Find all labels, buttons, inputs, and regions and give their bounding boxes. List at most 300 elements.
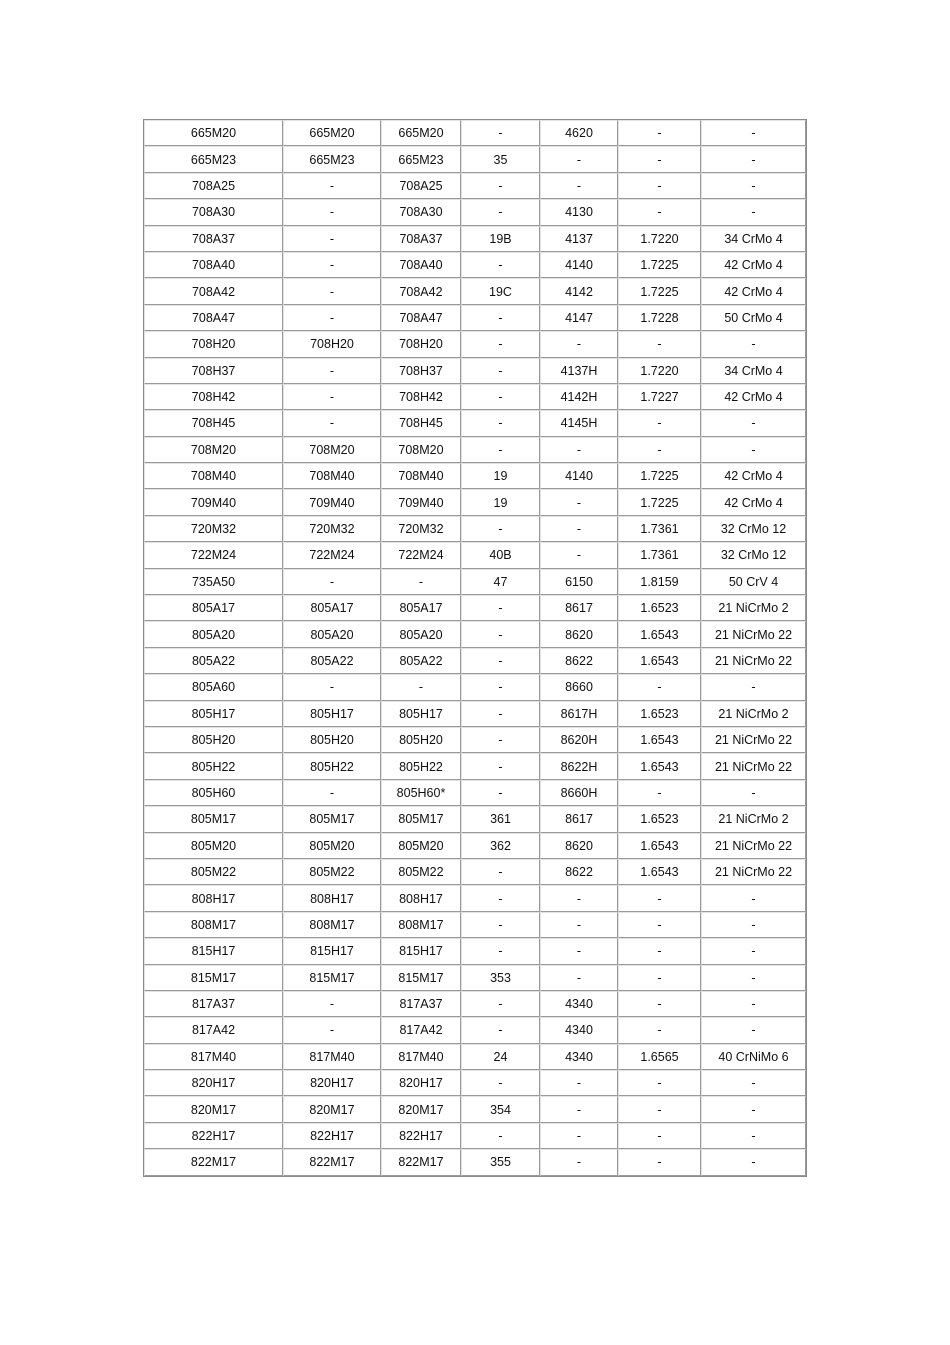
table-cell: 665M20 [381, 120, 461, 146]
table-cell: 35 [461, 146, 540, 172]
table-cell: - [540, 331, 618, 357]
table-cell: 805M17 [283, 806, 381, 832]
table-cell: 708H42 [381, 384, 461, 410]
table-cell: 805M17 [381, 806, 461, 832]
table-cell: 21 NiCrMo 2 [701, 595, 806, 621]
table-row [144, 489, 806, 515]
table-row [144, 674, 806, 700]
table-cell: 817A42 [144, 1017, 283, 1043]
table-cell: - [618, 1017, 701, 1043]
table-cell: 4142H [540, 384, 618, 410]
table-cell: 817M40 [381, 1044, 461, 1070]
table-cell: 708A37 [144, 226, 283, 252]
table-cell: - [381, 674, 461, 700]
table-cell: 42 CrMo 4 [701, 278, 806, 304]
table-cell: 4620 [540, 120, 618, 146]
table-cell: - [618, 780, 701, 806]
table-row [144, 569, 806, 595]
table-cell: 40 CrNiMo 6 [701, 1044, 806, 1070]
table-cell: - [461, 621, 540, 647]
table-row [144, 120, 806, 146]
table-cell: 4340 [540, 991, 618, 1017]
table-cell: 708M40 [283, 463, 381, 489]
table-cell: - [618, 991, 701, 1017]
table-cell: 708M20 [283, 437, 381, 463]
table-cell: - [618, 1096, 701, 1122]
table-cell: 1.7225 [618, 252, 701, 278]
table-cell: 822M17 [381, 1149, 461, 1175]
table-cell: 708H37 [144, 358, 283, 384]
table-cell: 708M40 [381, 463, 461, 489]
table-cell: - [283, 252, 381, 278]
table-cell: 21 NiCrMo 22 [701, 727, 806, 753]
table-cell: 1.7361 [618, 542, 701, 568]
table-cell: 805M22 [144, 859, 283, 885]
table-cell: - [618, 674, 701, 700]
table-cell: - [283, 305, 381, 331]
table-cell: - [461, 199, 540, 225]
table-cell: - [461, 252, 540, 278]
table-cell: - [701, 1070, 806, 1096]
table-cell: 4340 [540, 1044, 618, 1070]
table-cell: 1.6543 [618, 648, 701, 674]
table-cell: - [540, 1096, 618, 1122]
table-cell: 42 CrMo 4 [701, 252, 806, 278]
table-cell: - [283, 569, 381, 595]
table-cell: - [701, 331, 806, 357]
table-cell: - [618, 120, 701, 146]
table-row [144, 780, 806, 806]
table-row [144, 410, 806, 436]
table-cell: 665M23 [144, 146, 283, 172]
table-cell: 1.7361 [618, 516, 701, 542]
table-row [144, 384, 806, 410]
table-cell: 708A47 [381, 305, 461, 331]
table-cell: - [461, 674, 540, 700]
table-cell: 708M20 [144, 437, 283, 463]
table-cell: 822M17 [144, 1149, 283, 1175]
table-cell: 805H22 [381, 753, 461, 779]
table-cell: 805A20 [381, 621, 461, 647]
table-cell: 19 [461, 489, 540, 515]
table-row [144, 753, 806, 779]
table-cell: 820M17 [144, 1096, 283, 1122]
table-cell: 735A50 [144, 569, 283, 595]
table-cell: - [701, 120, 806, 146]
table-cell: - [461, 305, 540, 331]
table-cell: 4147 [540, 305, 618, 331]
table-cell: 708A42 [381, 278, 461, 304]
table-row [144, 1017, 806, 1043]
table-cell: 42 CrMo 4 [701, 463, 806, 489]
table-cell: 720M32 [381, 516, 461, 542]
table-cell: - [618, 1123, 701, 1149]
table-cell: - [540, 516, 618, 542]
table-cell: 1.7220 [618, 226, 701, 252]
table-cell: - [461, 1070, 540, 1096]
table-cell: - [540, 1149, 618, 1175]
table-cell: - [540, 1070, 618, 1096]
table-row [144, 595, 806, 621]
table-cell: 805M20 [381, 833, 461, 859]
table-cell: - [461, 1017, 540, 1043]
table-cell: - [540, 965, 618, 991]
table-cell: 805H17 [283, 701, 381, 727]
table-cell: 708A25 [144, 173, 283, 199]
table-cell: - [283, 384, 381, 410]
table-cell: - [701, 1149, 806, 1175]
table-cell: 21 NiCrMo 22 [701, 833, 806, 859]
table-cell: 1.6543 [618, 859, 701, 885]
table-cell: 805M20 [144, 833, 283, 859]
table-cell: 805A60 [144, 674, 283, 700]
table-cell: - [701, 1123, 806, 1149]
table-cell: 1.6543 [618, 727, 701, 753]
table-cell: 708A40 [144, 252, 283, 278]
table-row [144, 1070, 806, 1096]
table-cell: - [461, 410, 540, 436]
table-cell: - [618, 173, 701, 199]
table-cell: - [618, 437, 701, 463]
table-cell: 32 CrMo 12 [701, 542, 806, 568]
table-row [144, 833, 806, 859]
table-cell: 1.8159 [618, 569, 701, 595]
table-cell: - [283, 1017, 381, 1043]
table-row [144, 727, 806, 753]
table-cell: 1.7228 [618, 305, 701, 331]
table-cell: 8622 [540, 648, 618, 674]
table-cell: 822M17 [283, 1149, 381, 1175]
table-row [144, 146, 806, 172]
table-cell: 709M40 [144, 489, 283, 515]
table-cell: 42 CrMo 4 [701, 489, 806, 515]
table-cell: - [540, 885, 618, 911]
table-cell: 808H17 [381, 885, 461, 911]
table-cell: 708A30 [144, 199, 283, 225]
table-row [144, 463, 806, 489]
table-cell: 1.7225 [618, 278, 701, 304]
table-row [144, 252, 806, 278]
table-cell: - [461, 437, 540, 463]
table-cell: - [540, 489, 618, 515]
table-cell: - [461, 753, 540, 779]
table-cell: 805A22 [144, 648, 283, 674]
table-cell: 805H22 [144, 753, 283, 779]
table-cell: 708H45 [144, 410, 283, 436]
table-cell: 722M24 [144, 542, 283, 568]
table-cell: 708A30 [381, 199, 461, 225]
table-row [144, 358, 806, 384]
table-cell: 708A42 [144, 278, 283, 304]
table-cell: 665M23 [283, 146, 381, 172]
table-cell: - [461, 595, 540, 621]
table-row [144, 331, 806, 357]
table-cell: 665M20 [144, 120, 283, 146]
table-cell: 8622H [540, 753, 618, 779]
table-cell: 708H45 [381, 410, 461, 436]
table-row [144, 938, 806, 964]
table-cell: - [461, 331, 540, 357]
table-cell: 815M17 [381, 965, 461, 991]
table-cell: 808M17 [283, 912, 381, 938]
table-cell: 21 NiCrMo 22 [701, 648, 806, 674]
table-cell: 708M40 [144, 463, 283, 489]
table-cell: 32 CrMo 12 [701, 516, 806, 542]
table-row [144, 516, 806, 542]
table-cell: 4137 [540, 226, 618, 252]
table-row [144, 1096, 806, 1122]
table-cell: 42 CrMo 4 [701, 384, 806, 410]
table-cell: 21 NiCrMo 2 [701, 806, 806, 832]
table-cell: 8620 [540, 833, 618, 859]
table-cell: - [283, 991, 381, 1017]
table-cell: 805H17 [144, 701, 283, 727]
table-row [144, 621, 806, 647]
table-cell: - [283, 674, 381, 700]
steel-grade-table [143, 119, 807, 1177]
table-cell: 8660 [540, 674, 618, 700]
table-cell: - [461, 701, 540, 727]
table-cell: 1.6523 [618, 701, 701, 727]
table-cell: 8622 [540, 859, 618, 885]
table-cell: - [701, 885, 806, 911]
table-cell: - [540, 146, 618, 172]
table-cell: 665M20 [283, 120, 381, 146]
table-cell: 722M24 [283, 542, 381, 568]
table-cell: - [701, 912, 806, 938]
table-cell: 361 [461, 806, 540, 832]
table-cell: 805H20 [283, 727, 381, 753]
table-cell: 817A37 [144, 991, 283, 1017]
table-cell: - [283, 410, 381, 436]
table-cell: 8617 [540, 806, 618, 832]
table-cell: 1.6565 [618, 1044, 701, 1070]
table-cell: 805A20 [144, 621, 283, 647]
table-cell: 708H42 [144, 384, 283, 410]
table-cell: 820H17 [283, 1070, 381, 1096]
table-row [144, 542, 806, 568]
table-cell: 1.7220 [618, 358, 701, 384]
table-cell: 4145H [540, 410, 618, 436]
table-cell: - [701, 938, 806, 964]
table-cell: 19C [461, 278, 540, 304]
table-cell: 708H20 [144, 331, 283, 357]
table-cell: 708H20 [381, 331, 461, 357]
table-cell: 21 NiCrMo 2 [701, 701, 806, 727]
table-cell: - [701, 199, 806, 225]
table-cell: 817M40 [144, 1044, 283, 1070]
table-row [144, 1044, 806, 1070]
table-cell: 805M20 [283, 833, 381, 859]
table-row [144, 991, 806, 1017]
table-cell: 354 [461, 1096, 540, 1122]
table-cell: 817A42 [381, 1017, 461, 1043]
table-cell: - [701, 1017, 806, 1043]
table-cell: - [461, 991, 540, 1017]
table-cell: - [701, 173, 806, 199]
table-cell: 1.6543 [618, 753, 701, 779]
table-cell: - [283, 226, 381, 252]
table-cell: 805H60* [381, 780, 461, 806]
table-cell: 355 [461, 1149, 540, 1175]
table-cell: - [701, 780, 806, 806]
table-cell: 820H17 [381, 1070, 461, 1096]
table-cell: 1.6523 [618, 595, 701, 621]
table-cell: 808M17 [381, 912, 461, 938]
table-cell: 4340 [540, 1017, 618, 1043]
table-row [144, 226, 806, 252]
table-cell: 815H17 [381, 938, 461, 964]
table-cell: 817M40 [283, 1044, 381, 1070]
table-cell: 805A17 [381, 595, 461, 621]
table-cell: 815M17 [283, 965, 381, 991]
table-cell: 4137H [540, 358, 618, 384]
table-cell: 709M40 [283, 489, 381, 515]
table-cell: 1.7225 [618, 489, 701, 515]
table-cell: 822H17 [283, 1123, 381, 1149]
table-cell: 822H17 [144, 1123, 283, 1149]
table-cell: - [461, 358, 540, 384]
table-cell: - [461, 648, 540, 674]
table-cell: 808M17 [144, 912, 283, 938]
table-cell: - [540, 173, 618, 199]
table-cell: 808H17 [283, 885, 381, 911]
table-cell: 805A17 [144, 595, 283, 621]
table-cell: - [461, 912, 540, 938]
table-cell: - [618, 912, 701, 938]
table-row [144, 437, 806, 463]
table-cell: 34 CrMo 4 [701, 358, 806, 384]
table-cell: 805M17 [144, 806, 283, 832]
table-cell: - [283, 199, 381, 225]
table-row [144, 806, 806, 832]
table-cell: 362 [461, 833, 540, 859]
table-row [144, 965, 806, 991]
table-cell: - [701, 410, 806, 436]
table-cell: 720M32 [283, 516, 381, 542]
table-cell: - [701, 674, 806, 700]
table-cell: - [461, 384, 540, 410]
table-cell: - [461, 516, 540, 542]
steel-grade-table-body [144, 120, 806, 1176]
table-cell: 1.6523 [618, 806, 701, 832]
table-cell: - [540, 912, 618, 938]
table-cell: - [540, 938, 618, 964]
table-cell: 21 NiCrMo 22 [701, 859, 806, 885]
table-cell: 1.6543 [618, 833, 701, 859]
table-cell: - [618, 410, 701, 436]
table-row [144, 199, 806, 225]
table-cell: - [540, 437, 618, 463]
table-cell: - [701, 965, 806, 991]
table-cell: - [618, 1070, 701, 1096]
table-cell: 47 [461, 569, 540, 595]
table-row [144, 885, 806, 911]
table-cell: - [701, 1096, 806, 1122]
table-cell: - [381, 569, 461, 595]
table-cell: 665M23 [381, 146, 461, 172]
table-cell: 822H17 [381, 1123, 461, 1149]
table-cell: 815M17 [144, 965, 283, 991]
table-cell: 722M24 [381, 542, 461, 568]
table-cell: 708A40 [381, 252, 461, 278]
table-cell: - [618, 146, 701, 172]
table-cell: 805H17 [381, 701, 461, 727]
table-cell: - [701, 437, 806, 463]
table-cell: - [283, 173, 381, 199]
table-cell: - [283, 358, 381, 384]
table-cell: 805H20 [381, 727, 461, 753]
table-cell: 50 CrV 4 [701, 569, 806, 595]
table-cell: 805A22 [381, 648, 461, 674]
table-row [144, 1123, 806, 1149]
table-cell: 708H37 [381, 358, 461, 384]
table-cell: - [618, 1149, 701, 1175]
table-cell: 8620 [540, 621, 618, 647]
table-cell: 820M17 [381, 1096, 461, 1122]
table-row [144, 1149, 806, 1175]
table-cell: 805A20 [283, 621, 381, 647]
table-cell: - [461, 173, 540, 199]
table-cell: 40B [461, 542, 540, 568]
table-cell: 8617 [540, 595, 618, 621]
table-cell: - [618, 938, 701, 964]
table-cell: 820M17 [283, 1096, 381, 1122]
table-cell: - [701, 991, 806, 1017]
table-cell: - [701, 146, 806, 172]
table-cell: 708A25 [381, 173, 461, 199]
table-cell: 815H17 [283, 938, 381, 964]
table-cell: 1.7225 [618, 463, 701, 489]
table-cell: 708A37 [381, 226, 461, 252]
table-cell: 805H22 [283, 753, 381, 779]
table-cell: - [618, 199, 701, 225]
table-row [144, 173, 806, 199]
table-cell: 21 NiCrMo 22 [701, 621, 806, 647]
table-cell: 50 CrMo 4 [701, 305, 806, 331]
table-cell: - [461, 780, 540, 806]
table-cell: - [618, 331, 701, 357]
table-cell: 805M22 [283, 859, 381, 885]
table-row [144, 278, 806, 304]
table-cell: 720M32 [144, 516, 283, 542]
table-cell: - [461, 938, 540, 964]
table-cell: 708H20 [283, 331, 381, 357]
table-cell: 8660H [540, 780, 618, 806]
table-cell: 6150 [540, 569, 618, 595]
table-cell: 8617H [540, 701, 618, 727]
table-row [144, 701, 806, 727]
table-cell: 21 NiCrMo 22 [701, 753, 806, 779]
table-cell: - [540, 542, 618, 568]
table-cell: 8620H [540, 727, 618, 753]
table-cell: - [461, 727, 540, 753]
table-cell: 4142 [540, 278, 618, 304]
table-cell: 19 [461, 463, 540, 489]
table-row [144, 859, 806, 885]
table-row [144, 305, 806, 331]
table-cell: - [461, 859, 540, 885]
table-cell: 19B [461, 226, 540, 252]
table-cell: 4140 [540, 463, 618, 489]
table-cell: 709M40 [381, 489, 461, 515]
table-cell: 1.7227 [618, 384, 701, 410]
table-cell: 805H60 [144, 780, 283, 806]
table-cell: - [283, 780, 381, 806]
table-cell: - [461, 120, 540, 146]
table-row [144, 648, 806, 674]
table-cell: 708M20 [381, 437, 461, 463]
